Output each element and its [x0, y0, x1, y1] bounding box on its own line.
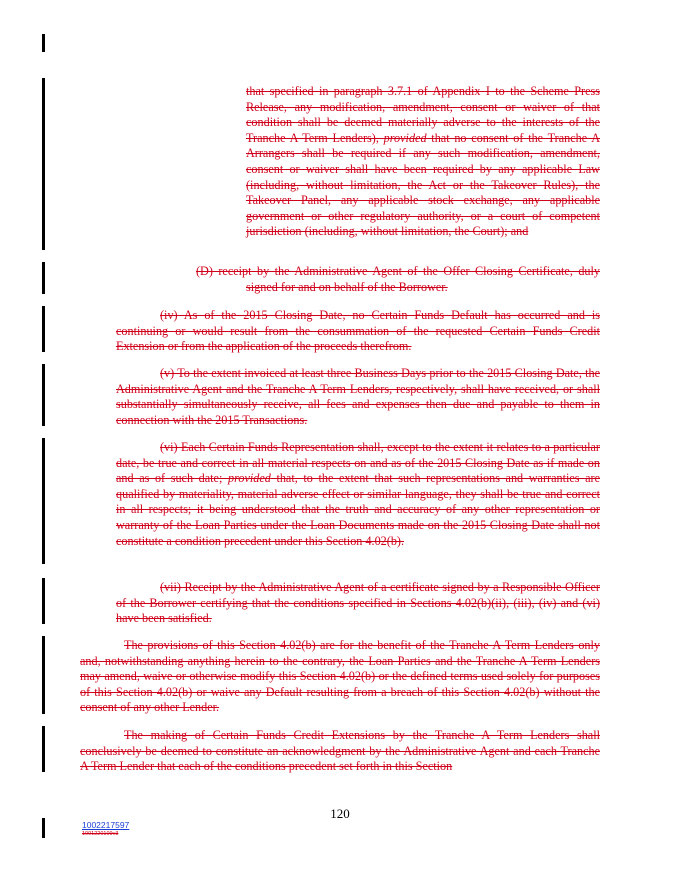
- change-bar-7: [42, 578, 45, 624]
- paragraph-item-vii: (vii) Receipt by the Administrative Agent of a certificate signed by a Responsible Officer of the Borrower certifying that the conditions specified in Sections 4.02(b)(ii), (iii), (iv) and (vi) have been satisfied.: [116, 580, 600, 626]
- change-bar-8: [42, 636, 45, 714]
- change-bar-3: [42, 262, 45, 294]
- paragraph-item-vi: (vi) Each Certain Funds Representation shall, except to the extent it relates to a particular date, be true and correct in all material respects on and as of the 2015 Closing Date as if made on and as of such date; provided that, to the extent that such representations and warranties are qualified by materiality, material adverse effect or similar language, they shall be true and correct in all respects; it being understood that the truth and accuracy of any other representation or warranty of the Loan Parties under the Loan Documents made on the 2015 Closing Date shall not constitute a condition precedent under this Section 4.02(b).: [116, 440, 600, 548]
- change-bar-6: [42, 438, 45, 564]
- change-bar-1: [42, 34, 45, 52]
- paragraph-making-extensions: The making of Certain Funds Credit Extensions by the Tranche A Term Lenders shall conclusively be deemed to constitute an acknowledgment by the Administrative Agent and each Tranche A Term Lender that each of the conditions precedent set forth in this Section: [80, 728, 600, 774]
- page-number: 120: [330, 806, 350, 821]
- change-bar-5: [42, 364, 45, 426]
- paragraph-item-d: (D) receipt by the Administrative Agent of the Offer Closing Certificate, duly signed for and on behalf of the Borrower.: [196, 264, 600, 294]
- paragraph-provisions: The provisions of this Section 4.02(b) are for the benefit of the Tranche A Term Lenders only and, notwithstanding anything herein to the contrary, the Loan Parties and the Tranche A Term Lenders may amend, waive or otherwise modify this Section 4.02(b) or the defined terms used solely for purposes of this Section 4.02(b) or waive any Default resulting from a breach of this Section 4.02(b) without the consent of any other Lender.: [80, 638, 600, 715]
- paragraph-item-iv: (iv) As of the 2015 Closing Date, no Certain Funds Default has occurred and is continuing or would result from the consummation of the requested Certain Funds Credit Extension or from the application of the proceeds therefrom.: [116, 308, 600, 354]
- change-bar-4: [42, 306, 45, 352]
- paragraph-item-v: (v) To the extent invoiced at least three Business Days prior to the 2015 Closing Date, the Administrative Agent and the Tranche A Term Lenders, respectively, shall have received, or shall substantially simultaneously receive, all fees and expenses then due and payable to them in connection with the 2015 Transactions.: [116, 366, 600, 427]
- document-id-link[interactable]: 1002217597: [82, 820, 130, 830]
- paragraph-scheme-condition: that specified in paragraph 3.7.1 of Appendix I to the Scheme Press Release, any modification, amendment, consent or waiver of that condition shall be deemed materially adverse to the interests of the Tranche A Term Lenders), provided that no consent of the Tranche A Arrangers shall be required if any such modification, amendment, consent or waiver shall have been required by any applicable Law (including, without limitation, the Act or the Takeover Rules), the Takeover Panel, any applicable stock exchange, any applicable government or other regulatory authority, or a court of competent jurisdiction (including, without limitation, the Court); and: [246, 84, 600, 239]
- change-bar-9: [42, 726, 45, 772]
- change-bar-2: [42, 78, 45, 250]
- document-id-deleted: 1001220109v3: [82, 831, 119, 837]
